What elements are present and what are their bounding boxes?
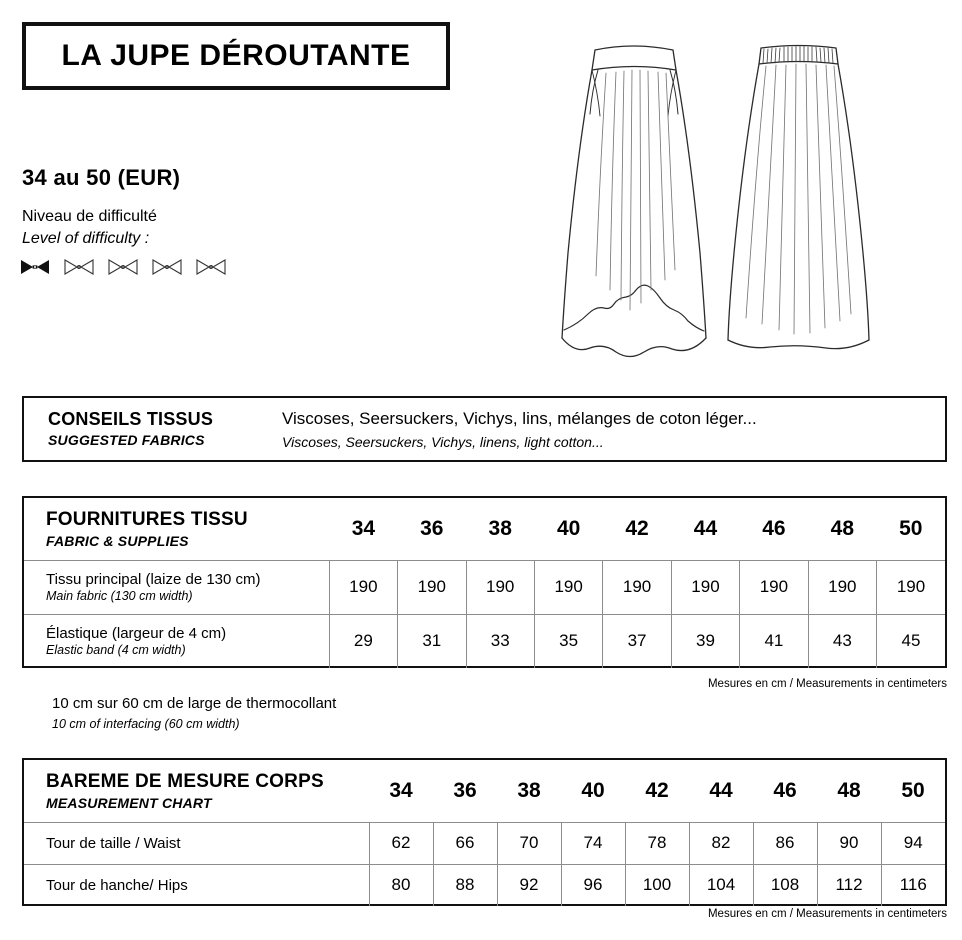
measurement-value: 94: [881, 822, 945, 864]
measurement-size-header: 40: [581, 778, 605, 802]
measurement-value: 86: [753, 822, 817, 864]
skirt-front-view: [562, 46, 706, 357]
supplies-header-row: [24, 498, 945, 560]
interfacing-note-fr: 10 cm sur 60 cm de large de thermocollant: [52, 695, 337, 712]
fabrics-title-fr: CONSEILS TISSUS: [48, 409, 214, 429]
supplies-value: 35: [534, 614, 602, 668]
page-title: LA JUPE DÉROUTANTE: [61, 39, 411, 72]
measurement-size-header: 34: [389, 778, 413, 802]
supplies-size-header: 40: [556, 516, 581, 540]
bowtie-icon-empty: [64, 258, 94, 276]
supplies-value: 190: [603, 560, 671, 614]
bowtie-icon-filled: [20, 258, 50, 276]
skirt-back-view: [728, 46, 869, 349]
measurement-title-fr: BAREME DE MESURE CORPS: [46, 770, 324, 792]
table-row: [24, 864, 945, 906]
supplies-value: 41: [740, 614, 808, 668]
fabrics-title-en: SUGGESTED FABRICS: [48, 432, 205, 448]
supplies-value: 190: [398, 560, 466, 614]
fabrics-value-fr: Viscoses, Seersuckers, Vichys, lins, mélanges de coton léger...: [282, 409, 757, 428]
measurement-table-box: [22, 758, 947, 906]
supplies-row-label-fr: Tissu principal (laize de 130 cm): [46, 571, 261, 588]
measurement-row-label-fr: Tour de hanche/: [46, 876, 158, 894]
measurement-value: 90: [817, 822, 881, 864]
measurement-value: 62: [369, 822, 433, 864]
table-row: [24, 614, 945, 668]
supplies-value: 190: [671, 560, 739, 614]
measurement-value: 88: [433, 864, 497, 906]
supplies-value: 29: [329, 614, 397, 668]
measurement-row-label-en: Waist: [143, 834, 181, 852]
supplies-row-label-en: Main fabric (130 cm width): [46, 589, 193, 603]
supplies-table-box: [22, 496, 947, 668]
measurement-size-header: 36: [453, 778, 477, 802]
interfacing-note-en: 10 cm of interfacing (60 cm width): [52, 717, 240, 732]
measurement-title-cell: [24, 760, 369, 822]
measurement-header-row: [24, 760, 945, 822]
supplies-size-header: 38: [488, 516, 512, 540]
table-row: [24, 560, 945, 614]
difficulty-label-en: Level of difficulty :: [22, 230, 150, 247]
supplies-size-header: 46: [762, 516, 786, 540]
measurement-size-header: 48: [837, 778, 861, 802]
supplies-value: 45: [877, 614, 945, 668]
supplies-size-header: 42: [625, 516, 649, 540]
supplies-size-header: 34: [351, 516, 376, 540]
supplies-value: 190: [877, 560, 945, 614]
supplies-title-en: FABRIC & SUPPLIES: [46, 532, 189, 549]
measurement-value: 78: [625, 822, 689, 864]
measurement-size-header: 42: [645, 778, 669, 802]
supplies-size-header: 44: [693, 516, 718, 540]
measurement-value: 74: [561, 822, 625, 864]
measurement-size-header: 50: [901, 778, 925, 802]
supplies-title-cell: [24, 498, 329, 560]
supplies-value: 33: [466, 614, 534, 668]
supplies-value: 37: [603, 614, 671, 668]
measurement-value: 104: [689, 864, 753, 906]
supplies-value: 190: [466, 560, 534, 614]
measurement-value: 100: [625, 864, 689, 906]
supplies-size-header: 50: [899, 516, 923, 540]
suggested-fabrics-box: [22, 396, 947, 462]
measurement-value: 96: [561, 864, 625, 906]
measurement-row-label: [24, 822, 369, 864]
fabrics-value-en: Viscoses, Seersuckers, Vichys, linens, light cotton...: [282, 434, 604, 450]
supplies-value: 39: [671, 614, 739, 668]
supplies-value: 190: [808, 560, 876, 614]
measurement-title-en: MEASUREMENT CHART: [46, 794, 212, 811]
supplies-row-label-fr: Élastique (largeur de 4 cm): [46, 625, 227, 643]
supplies-value: 43: [808, 614, 876, 668]
pattern-title-box: [22, 22, 450, 90]
bowtie-icon-empty: [196, 258, 226, 276]
measurement-row-label: [24, 864, 369, 906]
supplies-value: 190: [329, 560, 397, 614]
supplies-title-fr: FOURNITURES TISSU: [46, 508, 248, 530]
measurement-size-header: 46: [773, 778, 797, 802]
supplies-value: 31: [398, 614, 466, 668]
size-range-label: 34 au 50 (EUR): [22, 165, 181, 190]
measurement-table: [24, 760, 945, 906]
measurement-size-header: 38: [517, 778, 541, 802]
measurement-value: 92: [497, 864, 561, 906]
supplies-row-label-en: Elastic band (4 cm width): [46, 643, 186, 658]
supplies-row-label: [24, 560, 329, 614]
supplies-row-label: [24, 614, 329, 668]
difficulty-rating: [20, 258, 226, 276]
measurement-row-label-fr: Tour de taille /: [46, 834, 144, 852]
technical-drawings: [548, 18, 908, 368]
bowtie-icon-empty: [108, 258, 138, 276]
measurement-size-header: 44: [709, 778, 733, 802]
interfacing-note: [52, 694, 336, 735]
supplies-table: [24, 498, 945, 668]
measurement-value: 116: [881, 864, 945, 906]
measurement-footnote: Mesures en cm / Measurements in centimeters: [707, 908, 947, 920]
measurement-value: 80: [369, 864, 433, 906]
supplies-footnote: Mesures en cm / Measurements in centimeters: [707, 678, 947, 690]
supplies-value: 190: [534, 560, 602, 614]
measurement-value: 108: [753, 864, 817, 906]
supplies-value: 190: [740, 560, 808, 614]
measurement-row-label-en: Hips: [157, 876, 188, 894]
difficulty-label-fr: Niveau de difficulté: [22, 208, 157, 225]
bowtie-icon-empty: [152, 258, 182, 276]
measurement-value: 112: [817, 864, 881, 906]
measurement-value: 66: [433, 822, 497, 864]
supplies-size-header: 36: [420, 516, 444, 540]
measurement-value: 82: [689, 822, 753, 864]
measurement-value: 70: [497, 822, 561, 864]
table-row: [24, 822, 945, 864]
supplies-size-header: 48: [830, 516, 854, 540]
